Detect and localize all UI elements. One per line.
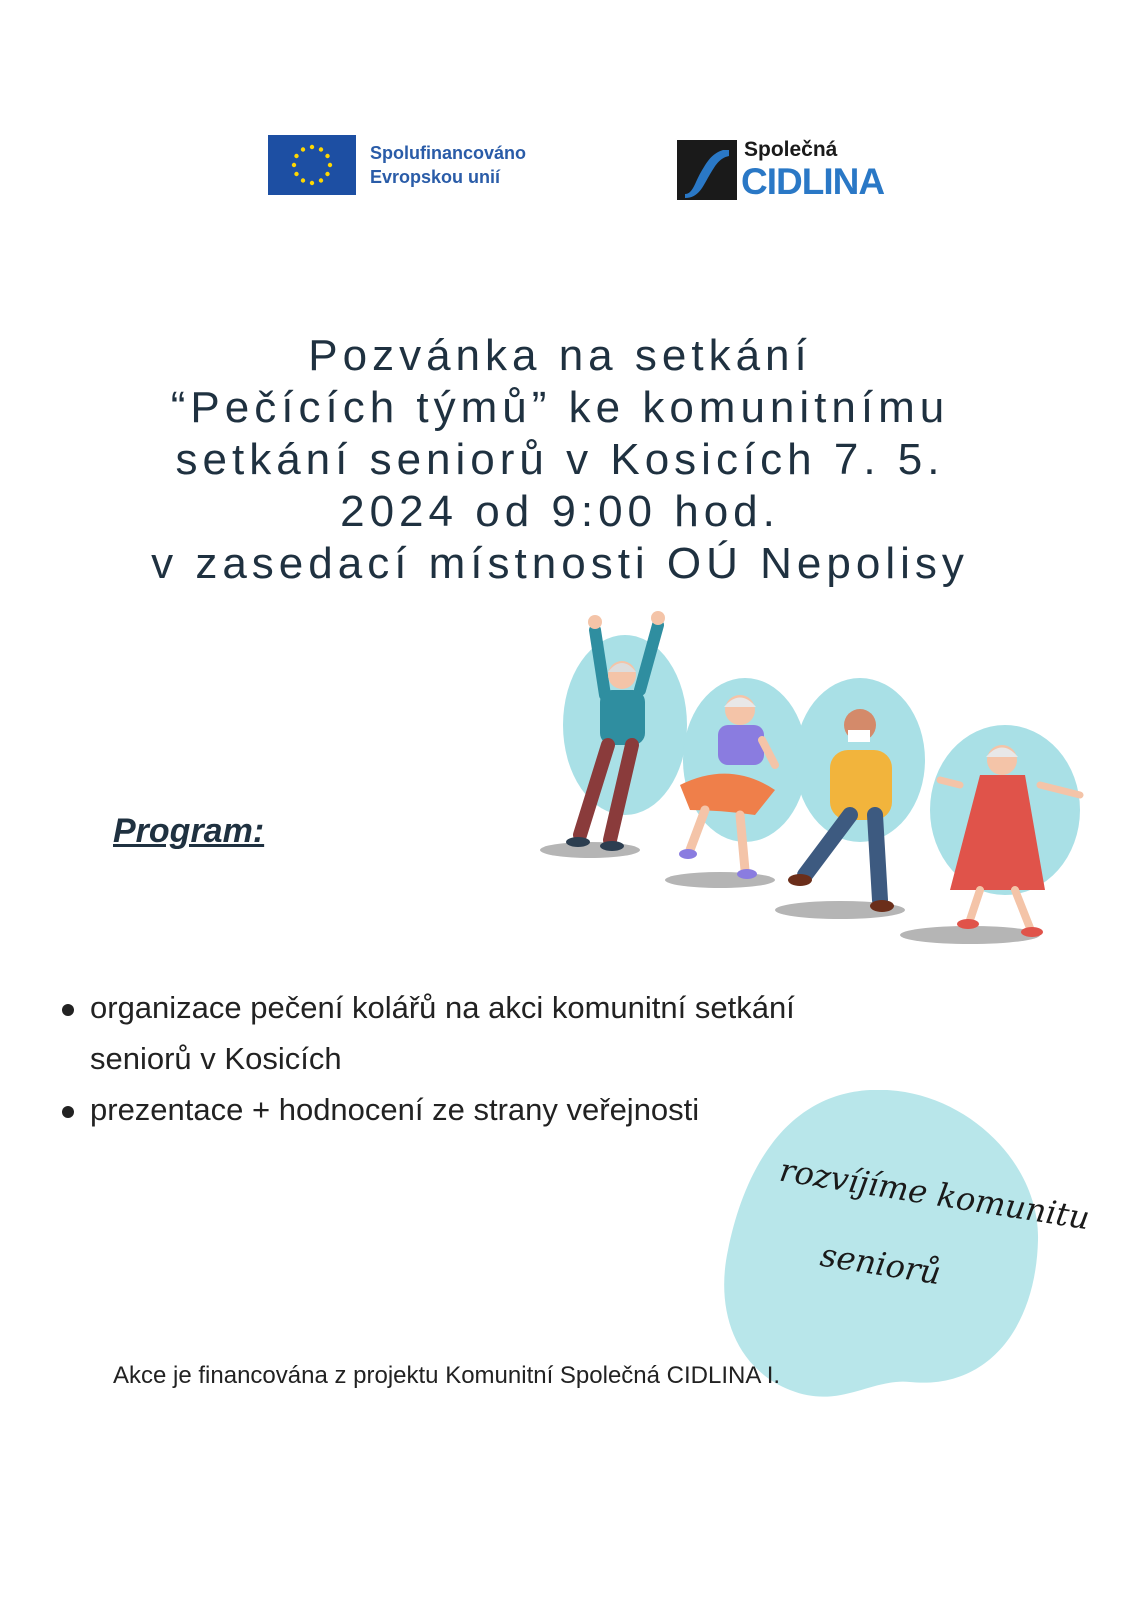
footer-note: Akce je financována z projektu Komunitní Společná CIDLINA I. [113, 1362, 781, 1389]
title-line: 2024 od 9:00 hod. [340, 487, 780, 536]
cidlina-logo-small: Společná [744, 138, 838, 161]
invitation-title [60, 330, 1060, 590]
badge-line2: seniorů [817, 1235, 944, 1293]
program-heading: Program: [113, 812, 265, 850]
title-line: “Pečících týmů” ke komunitnímu [170, 383, 950, 432]
eu-logo [268, 135, 568, 197]
bullet-icon [62, 1106, 74, 1118]
list-item [62, 982, 862, 1084]
title-line: Pozvánka na setkání [308, 331, 812, 380]
eu-logo-line2: Evropskou unií [370, 167, 501, 187]
eu-flag-icon [268, 135, 356, 195]
title-line: v zasedací místnosti OÚ Nepolisy [151, 539, 969, 588]
title-line: setkání seniorů v Kosicích 7. 5. [175, 435, 945, 484]
cidlina-logo-big: CIDLINA [741, 161, 885, 202]
badge-line1: rozvíjíme komunitu [776, 1150, 1093, 1238]
cidlina-mark-icon [677, 140, 737, 200]
eu-logo-line1: Spolufinancováno [370, 143, 527, 163]
dancing-seniors-illustration [540, 610, 1120, 985]
list-item-text: organizace pečení kolářů na akci komunitní setkání seniorů v Kosicích [90, 990, 795, 1076]
bullet-icon [62, 1004, 74, 1016]
cidlina-logo [677, 138, 917, 204]
list-item-text: prezentace + hodnocení ze strany veřejnosti [90, 1092, 700, 1127]
